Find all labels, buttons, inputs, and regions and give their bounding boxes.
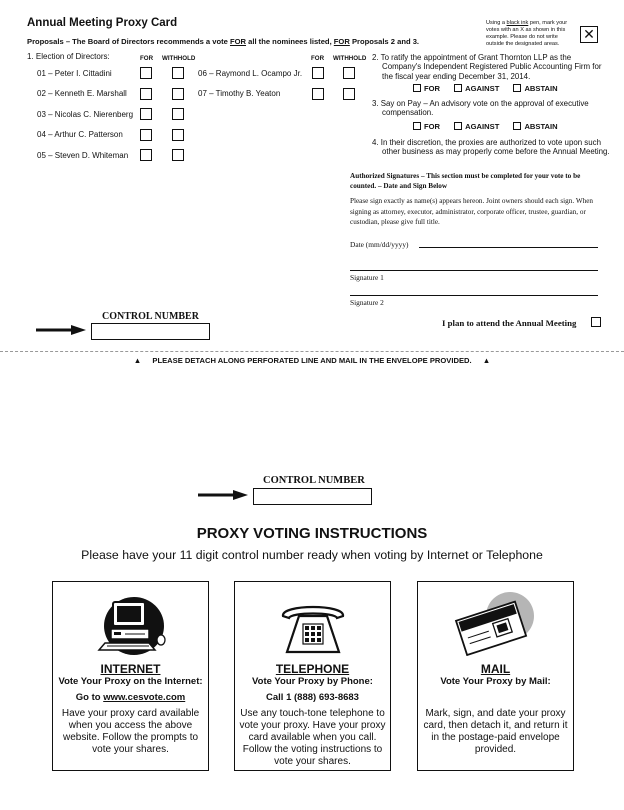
proposal-3-against-option[interactable]: AGAINST xyxy=(454,122,499,131)
up-arrow-icon: ▲ xyxy=(133,356,142,365)
signature-2-line[interactable] xyxy=(350,295,598,296)
attend-meeting-checkbox[interactable] xyxy=(591,317,601,327)
signature-1-label: Signature 1 xyxy=(350,273,384,282)
proposal-3-text: 3. Say on Pay – An advisory vote on the approval of executive compensation. xyxy=(372,99,589,118)
mail-panel xyxy=(417,581,574,771)
mail-heading: MAIL xyxy=(480,662,511,676)
up-arrow-icon: ▲ xyxy=(482,356,491,365)
withhold-column-label: WITHHOLD xyxy=(333,55,367,62)
nominee-07-withhold-checkbox[interactable] xyxy=(343,88,355,100)
mail-body: Mark, sign, and date your proxy card, then detach it, and return it in the postage-paid envelope provided. xyxy=(423,708,568,755)
telephone-subheading: Vote Your Proxy by Phone: xyxy=(252,676,373,687)
telephone-body: Use any touch-tone telephone to vote your proxy. Have your proxy card available when you call. Follow the voting instructions to vote your shares. xyxy=(239,708,386,767)
nominee-01-withhold-checkbox[interactable] xyxy=(172,67,184,79)
nominee-07: 07 – Timothy B. Yeaton xyxy=(198,89,281,98)
perforated-line xyxy=(0,351,624,352)
telephone-icon xyxy=(277,598,349,656)
date-input-line[interactable] xyxy=(419,247,598,248)
card-title: Annual Meeting Proxy Card xyxy=(27,17,178,29)
internet-subheading: Vote Your Proxy on the Internet: xyxy=(58,676,203,687)
for-column-label: FOR xyxy=(140,55,154,62)
voting-instructions-subtitle: Please have your 11 digit control number ready when voting by Internet or Telephone xyxy=(81,548,543,562)
nominee-04-withhold-checkbox[interactable] xyxy=(172,129,184,141)
nominee-04-for-checkbox[interactable] xyxy=(140,129,152,141)
nominee-02: 02 – Kenneth E. Marshall xyxy=(37,89,127,98)
signature-2-label: Signature 2 xyxy=(350,298,384,307)
proposal-2-text: 2. To ratify the appointment of Grant Thornton LLP as the Company's Independent Registered Public Accounting Firm for the fiscal year ending December 31, 2014. xyxy=(372,53,602,81)
proposal-2-abstain-checkbox[interactable] xyxy=(513,84,521,92)
computer-icon xyxy=(97,592,167,656)
proposals-recommendation: Proposals – The Board of Directors recommends a vote FOR all the nominees listed, FOR Proposals 2 and 3. xyxy=(27,37,420,46)
nominee-05-withhold-checkbox[interactable] xyxy=(172,149,184,161)
voting-website-link[interactable]: www.cesvote.com xyxy=(103,692,186,703)
nominee-03: 03 – Nicolas C. Nierenberg xyxy=(37,110,134,119)
proposal-3-abstain-option[interactable]: ABSTAIN xyxy=(513,122,557,131)
detach-instruction: ▲ PLEASE DETACH ALONG PERFORATED LINE AND MAIL IN THE ENVELOPE PROVIDED. ▲ xyxy=(133,356,491,365)
arrow-right-icon xyxy=(197,489,249,501)
proposal-2-against-option[interactable]: AGAINST xyxy=(454,84,499,93)
proposal-3-for-checkbox[interactable] xyxy=(413,122,421,130)
nominee-07-for-checkbox[interactable] xyxy=(312,88,324,100)
ink-instruction: Using a black ink pen, mark your votes with an X as shown in this example. Please do not write outside the designated areas. xyxy=(486,20,568,47)
telephone-heading: TELEPHONE xyxy=(275,662,350,676)
example-mark-box: ✕ xyxy=(580,26,598,43)
internet-body: Have your proxy card available when you access the above website. Follow the prompts to vote your shares. xyxy=(61,708,200,755)
nominee-06: 06 – Raymond L. Ocampo Jr. xyxy=(198,69,303,78)
internet-heading: INTERNET xyxy=(100,662,161,676)
internet-panel xyxy=(52,581,209,771)
proposal-3-options xyxy=(413,122,558,131)
nominee-05: 05 – Steven D. Whiteman xyxy=(37,151,129,160)
proposal-2-abstain-option[interactable]: ABSTAIN xyxy=(513,84,557,93)
proposal-3-against-checkbox[interactable] xyxy=(454,122,462,130)
signatures-instructions: Please sign exactly as name(s) appears hereon. Joint owners should each sign. When signing as attorney, executor, administrator, corporate officer, trustee, guardian, or custodian, please give full title. xyxy=(350,197,593,226)
arrow-right-icon xyxy=(35,324,87,336)
date-label: Date (mm/dd/yyyy) xyxy=(350,240,409,249)
mail-subheading: Vote Your Proxy by Mail: xyxy=(440,676,551,687)
proposal-3-for-option[interactable]: FOR xyxy=(413,122,440,131)
proposal-2-for-checkbox[interactable] xyxy=(413,84,421,92)
proposal-3-abstain-checkbox[interactable] xyxy=(513,122,521,130)
mail-envelope-icon xyxy=(454,590,538,656)
nominee-04: 04 – Arthur C. Patterson xyxy=(37,130,123,139)
telephone-number[interactable]: Call 1 (888) 693-8683 xyxy=(266,692,359,703)
nominee-01-for-checkbox[interactable] xyxy=(140,67,152,79)
proposal-4-text: 4. In their discretion, the proxies are authorized to vote upon such other business as may properly come before the Annual Meeting. xyxy=(372,138,610,157)
control-number-field-bottom[interactable] xyxy=(253,488,372,505)
nominee-05-for-checkbox[interactable] xyxy=(140,149,152,161)
nominee-06-for-checkbox[interactable] xyxy=(312,67,324,79)
internet-url-line: Go to www.cesvote.com xyxy=(75,692,186,703)
telephone-panel xyxy=(234,581,391,771)
nominee-03-for-checkbox[interactable] xyxy=(140,108,152,120)
nominee-02-for-checkbox[interactable] xyxy=(140,88,152,100)
signature-1-line[interactable] xyxy=(350,270,598,271)
proposal-2-for-option[interactable]: FOR xyxy=(413,84,440,93)
nominee-02-withhold-checkbox[interactable] xyxy=(172,88,184,100)
signatures-heading: Authorized Signatures – This section must be completed for your vote to be counted. – Date and Sign Below xyxy=(350,172,581,190)
directors-heading: 1. Election of Directors: xyxy=(27,52,110,61)
control-number-label: CONTROL NUMBER xyxy=(102,311,199,322)
control-number-field[interactable] xyxy=(91,323,210,340)
attend-meeting-label: I plan to attend the Annual Meeting xyxy=(442,318,577,328)
for-column-label: FOR xyxy=(311,55,325,62)
nominee-01: 01 – Peter I. Cittadini xyxy=(37,69,112,78)
nominee-03-withhold-checkbox[interactable] xyxy=(172,108,184,120)
proposal-2-against-checkbox[interactable] xyxy=(454,84,462,92)
voting-instructions-title: PROXY VOTING INSTRUCTIONS xyxy=(196,525,428,542)
nominee-06-withhold-checkbox[interactable] xyxy=(343,67,355,79)
control-number-label-bottom: CONTROL NUMBER xyxy=(263,475,365,486)
withhold-column-label: WITHHOLD xyxy=(162,55,196,62)
proposal-2-options xyxy=(413,84,558,93)
